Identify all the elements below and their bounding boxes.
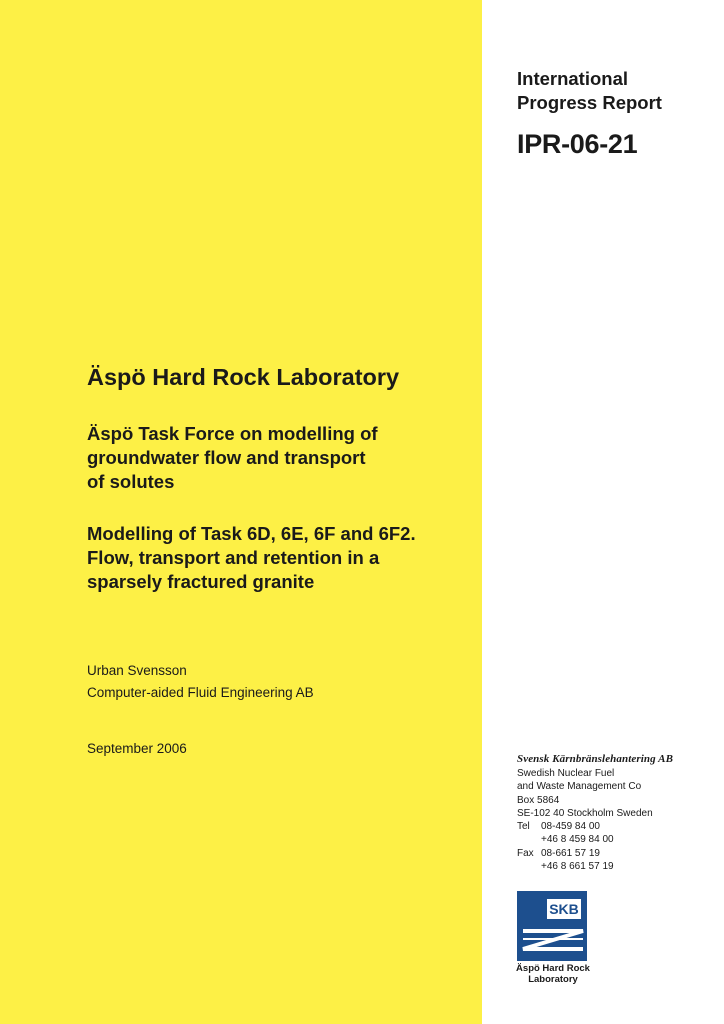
publisher-line: and Waste Management Co bbox=[517, 781, 642, 793]
subtitle-line: groundwater flow and transport bbox=[87, 447, 366, 468]
series-line-2: Progress Report bbox=[517, 92, 662, 113]
subtitle2-line: Flow, transport and retention in a bbox=[87, 547, 380, 568]
series-line-1: International bbox=[517, 68, 629, 89]
tel-number-intl: +46 8 459 84 00 bbox=[541, 834, 614, 846]
fax-number-intl: +46 8 661 57 19 bbox=[541, 861, 614, 873]
fax-number: 08-661 57 19 bbox=[541, 847, 600, 859]
subtitle2-line: Modelling of Task 6D, 6E, 6F and 6F2. bbox=[87, 523, 416, 544]
logo-caption bbox=[513, 963, 593, 985]
publisher-line: SE-102 40 Stockholm Sweden bbox=[517, 807, 653, 819]
document-subtitle bbox=[87, 422, 477, 494]
fax-row bbox=[517, 847, 717, 860]
document-subtitle-2 bbox=[87, 522, 477, 594]
logo-text: SKB bbox=[549, 901, 579, 917]
subtitle-line: of solutes bbox=[87, 471, 175, 492]
publisher-name: Svensk Kärnbränslehantering AB bbox=[517, 753, 674, 765]
fax-row-intl bbox=[517, 860, 717, 873]
publisher-line: Box 5864 bbox=[517, 794, 560, 806]
publisher-line: Swedish Nuclear Fuel bbox=[517, 768, 615, 779]
subtitle2-line: sparsely fractured granite bbox=[87, 571, 315, 592]
report-series bbox=[517, 67, 707, 115]
logo-caption-line-2: Laboratory bbox=[528, 974, 578, 985]
tel-number: 08-459 84 00 bbox=[541, 821, 600, 833]
publication-date: September 2006 bbox=[87, 741, 187, 756]
tel-label: Tel bbox=[517, 821, 530, 833]
tel-row bbox=[517, 820, 717, 833]
subtitle-line: Äspö Task Force on modelling of bbox=[87, 423, 378, 444]
publisher-block bbox=[517, 751, 717, 873]
skb-logo bbox=[517, 891, 587, 961]
author-name: Urban Svensson bbox=[87, 663, 187, 678]
document-title: Äspö Hard Rock Laboratory bbox=[87, 364, 400, 390]
fax-label: Fax bbox=[517, 847, 534, 859]
logo-caption-line-1: Äspö Hard Rock bbox=[516, 963, 590, 974]
author-affiliation: Computer-aided Fluid Engineering AB bbox=[87, 685, 314, 700]
author-block bbox=[87, 660, 314, 704]
tel-row-intl bbox=[517, 833, 717, 846]
report-id: IPR-06-21 bbox=[517, 129, 638, 159]
